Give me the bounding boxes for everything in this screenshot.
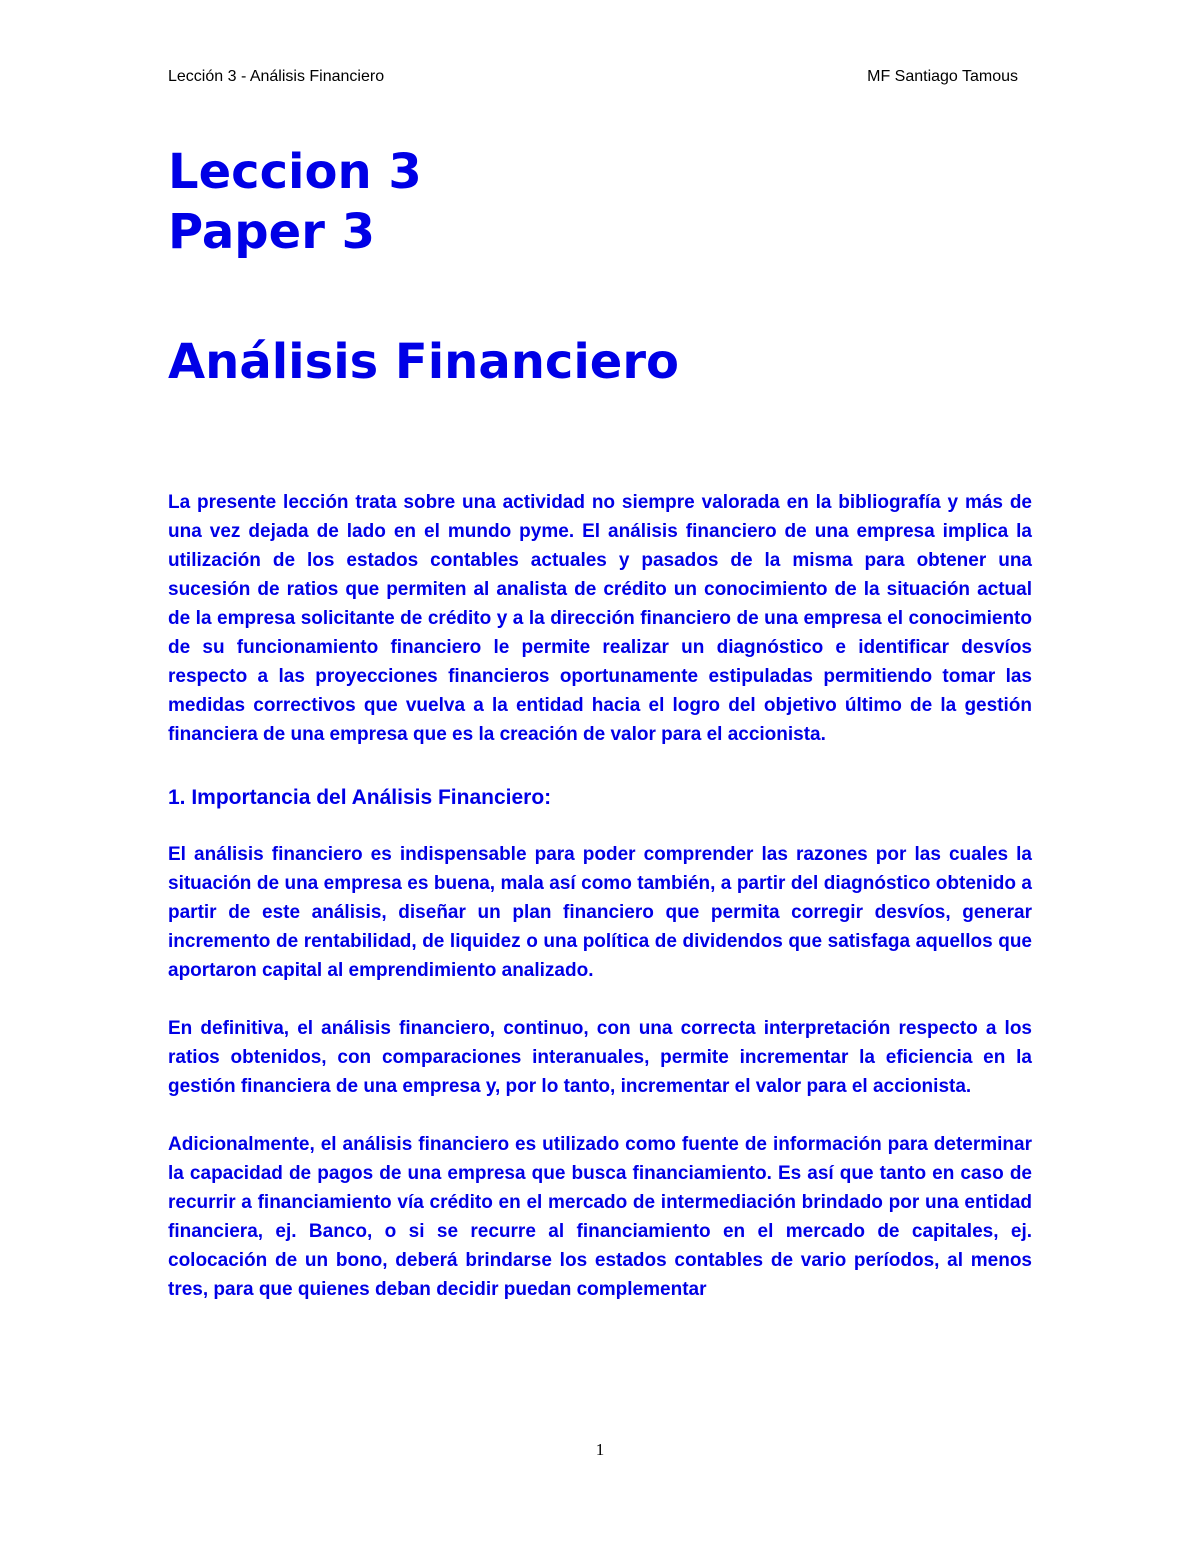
header-lesson-title: Lección 3 - Análisis Financiero: [168, 68, 385, 85]
title-paper: Paper 3: [168, 204, 375, 260]
title-topic: Análisis Financiero: [168, 334, 680, 390]
title-lesson: Leccion 3: [168, 144, 422, 200]
section-heading: 1. Importancia del Análisis Financiero:: [168, 786, 552, 809]
header-author: MF Santiago Tamous: [867, 68, 1018, 85]
document-body: [168, 488, 1032, 1304]
intro-paragraph: La presente lección trata sobre una actividad no siempre valorada en la bibliografía y más de una vez dejada de lado en el mundo pyme. El análisis financiero de una empresa implica la utilización de los estados contables actuales y pasados de la misma para obtener una sucesión de ratios que permiten al analista de crédito un conocimiento de la situación actual de la empresa solicitante de crédito y a la dirección financiero de una empresa el conocimiento de su funcionamiento financiero le permite realizar un diagnóstico e identificar desvíos respecto a las proyecciones financieros oportunamente estipuladas permitiendo tomar las medidas correctivos que vuelva a la entidad hacia el logro del objetivo último de la gestión financiera de una empresa que es la creación de valor para el accionista.: [168, 492, 1032, 745]
body-paragraph: En definitiva, el análisis financiero, continuo, con una correcta interpretación respecto a los ratios obtenidos, con comparaciones interanuales, permite incrementar la eficiencia en la gestión financiera de una empresa y, por lo tanto, incrementar el valor para el accionista.: [168, 1018, 1032, 1097]
body-paragraph: Adicionalmente, el análisis financiero es utilizado como fuente de información para determinar la capacidad de pagos de una empresa que busca financiamiento. Es así que tanto en caso de recurrir a financiamiento vía crédito en el mercado de intermediación brindado por una entidad financiera, ej. Banco, o si se recurre al financiamiento en el mercado de capitales, ej. colocación de un bono, deberá brindarse los estados contables de vario períodos, al menos tres, para que quienes deban decidir puedan complementar: [168, 1134, 1032, 1300]
running-header: [168, 68, 1018, 86]
page-number: 1: [595, 1440, 605, 1459]
body-paragraph: El análisis financiero es indispensable para poder comprender las razones por las cuales la situación de una empresa es buena, mala así como también, a partir del diagnóstico obtenido a partir de este análisis, diseñar un plan financiero que permita corregir desvíos, generar incremento de rentabilidad, de liquidez o una política de dividendos que satisfaga aquellos que aportaron capital al emprendimiento analizado.: [168, 844, 1032, 981]
title-block: [168, 142, 1038, 390]
